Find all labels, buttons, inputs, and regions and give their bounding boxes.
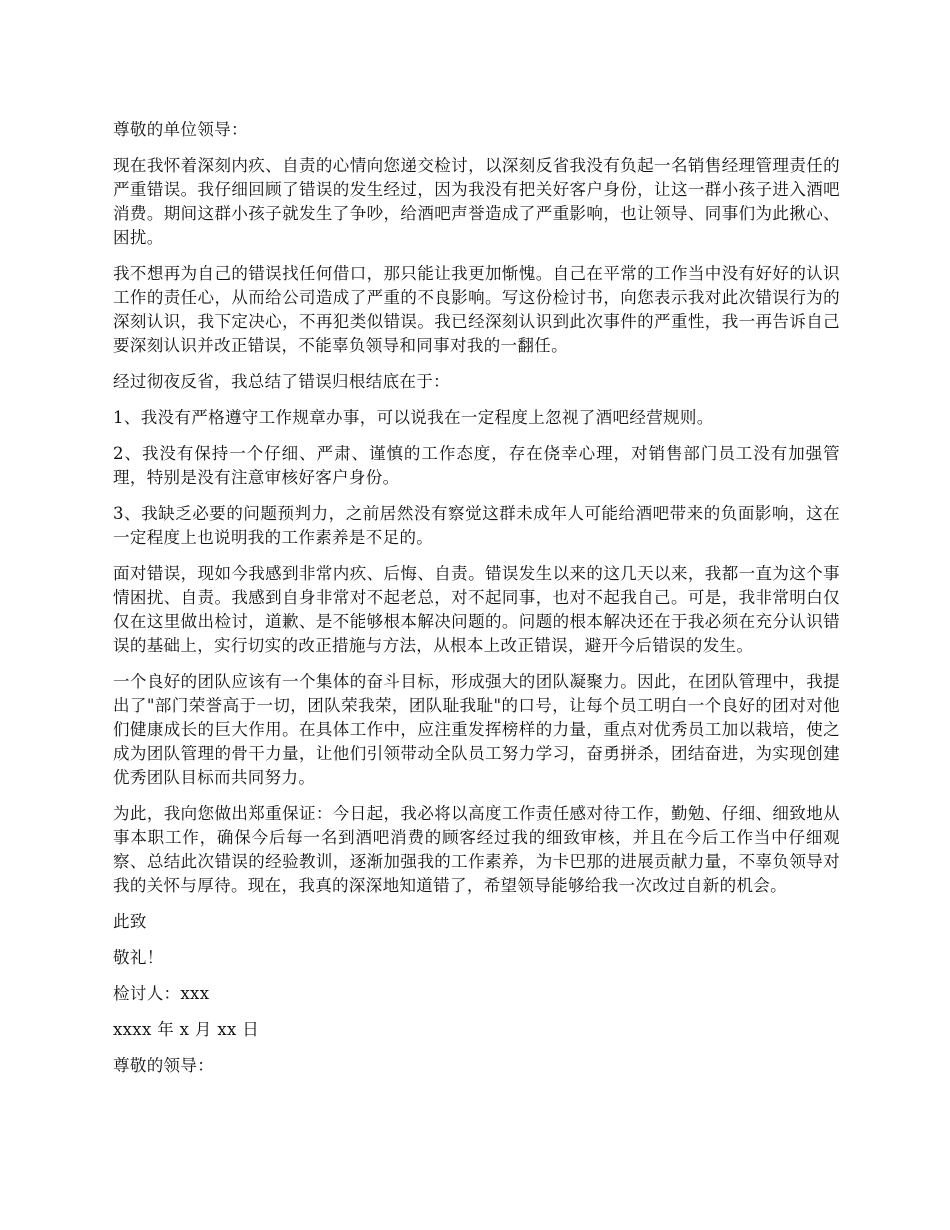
paragraph-reason-2: 2、我没有保持一个仔细、严肃、谨慎的工作态度，存在侥幸心理，对销售部门员工没有加强管理，特别是没有注意审核好客户身份。 <box>113 444 840 487</box>
paragraph-remorse: 面对错误，现如今我感到非常内疚、后悔、自责。错误发生以来的这几天以来，我都一直为这个事情困扰、自责。我感到自身非常对不起老总，对不起同事，也对不起我自己。可是，我非常明白仅仅在这里做出检讨，道歉、是不能够根本解决问题的。问题的根本解决还在于我必须在充分认识错误的基础上，实行切实的改正措施与方法，从根本上改正错误，避开今后错误的发生。 <box>113 564 840 655</box>
paragraph-pledge: 为此，我向您做出郑重保证：今日起，我必将以高度工作责任感对待工作，勤勉、仔细、细致地从事本职工作，确保今后每一名到酒吧消费的顾客经过我的细致审核，并且在今后工作当中仔细观察、总结此次错误的经验教训，逐渐加强我的工作素养，为卡巴那的进展贡献力量，不辜负领导对我的关怀与厚待。现在，我真的深深地知道错了，希望领导能够给我一次改过自新的机会。 <box>113 804 840 895</box>
paragraph-reason-3: 3、我缺乏必要的问题预判力，之前居然没有察觉这群未成年人可能给酒吧带来的负面影响，这在一定程度上也说明我的工作素养是不足的。 <box>113 504 840 547</box>
paragraph-apology: 现在我怀着深刻内疚、自责的心情向您递交检讨，以深刻反省我没有负起一名销售经理管理责任的严重错误。我仔细回顾了错误的发生经过，因为我没有把关好客户身份，让这一群小孩子进入酒吧消费。期间这群小孩子就发生了争吵，给酒吧声誉造成了严重影响，也让领导、同事们为此揪心、困扰。 <box>113 156 840 247</box>
closing: 此致 <box>113 912 147 931</box>
letter-document <box>113 118 840 1090</box>
greeting: 尊敬的单位领导： <box>113 120 248 139</box>
next-greeting: 尊敬的领导： <box>113 1056 215 1075</box>
paragraph-reflection: 我不想再为自己的错误找任何借口，那只能让我更加惭愧。自己在平常的工作当中没有好好的认识工作的责任心，从而给公司造成了严重的不良影响。写这份检讨书，向您表示我对此次错误行为的深刻认识，我下定决心，不再犯类似错误。我已经深刻认识到此次事件的严重性，我一再告诉自己要深刻认识并改正错误，不能辜负领导和同事对我的一翻任。 <box>113 264 840 355</box>
signer: 检讨人：xxx <box>113 984 210 1003</box>
paragraph-reason-1: 1、我没有严格遵守工作规章办事，可以说我在一定程度上忽视了酒吧经营规则。 <box>113 408 714 427</box>
date: xxxx 年 x 月 xx 日 <box>113 1020 260 1039</box>
paragraph-team: 一个良好的团队应该有一个集体的奋斗目标，形成强大的团队凝聚力。因此，在团队管理中，我提出了"部门荣誉高于一切，团队荣我荣，团队耻我耻"的口号，让每个员工明白一个良好的团对对他们健康成长的巨大作用。在具体工作中，应注重发挥榜样的力量，重点对优秀员工加以栽培，使之成为团队管理的骨干力量，让他们引领带动全队员工努力学习，奋勇拼杀，团结奋进，为实现创建优秀团队目标而共同努力。 <box>113 672 840 787</box>
paragraph-summary-intro: 经过彻夜反省，我总结了错误归根结底在于： <box>113 372 450 391</box>
salute: 敬礼！ <box>113 948 164 967</box>
